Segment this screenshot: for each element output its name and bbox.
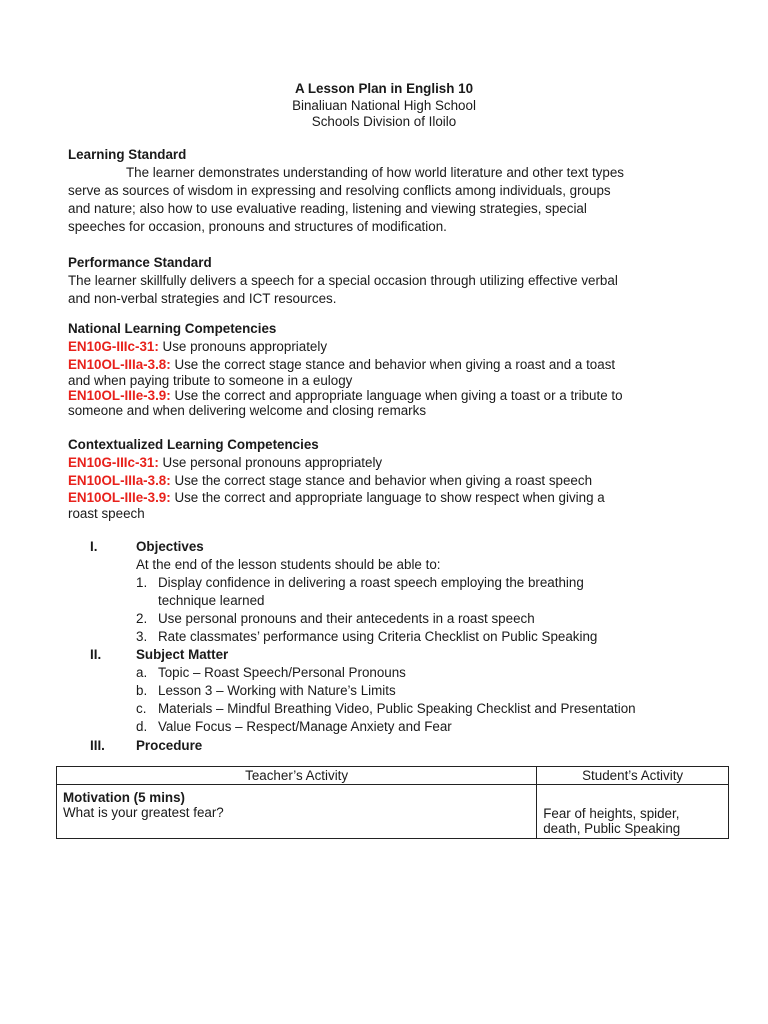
competency-text: Use the correct and appropriate language when giving a toast or a tribute to bbox=[174, 388, 623, 403]
performance-standard-line: The learner skillfully delivers a speech for a special occasion through utilizing effective verbal bbox=[68, 273, 618, 288]
competency-code: EN10OL-IIIe-3.9: bbox=[68, 490, 171, 505]
competency-code: EN10OL-IIIa-3.8: bbox=[68, 357, 171, 372]
competency-code: EN10OL-IIIa-3.8: bbox=[68, 473, 171, 488]
competency-item bbox=[68, 473, 592, 488]
procedure-heading: Procedure bbox=[136, 738, 203, 753]
subject-matter-numeral: II. bbox=[90, 647, 102, 662]
school-name: Binaliuan National High School bbox=[292, 98, 476, 113]
contextualized-competencies-heading: Contextualized Learning Competencies bbox=[68, 437, 319, 452]
teacher-cell bbox=[57, 785, 537, 839]
page-title: A Lesson Plan in English 10 bbox=[294, 81, 474, 96]
objective-marker: 1. bbox=[136, 575, 148, 590]
subject-marker: b. bbox=[136, 683, 148, 698]
student-cell bbox=[537, 785, 729, 839]
student-answer-line: Fear of heights, spider, bbox=[543, 806, 680, 821]
subject-marker: a. bbox=[136, 665, 148, 680]
competency-text: Use pronouns appropriately bbox=[162, 339, 328, 354]
competency-text: Use the correct stage stance and behavior when giving a roast and a toast bbox=[174, 357, 616, 372]
objective-text: Use personal pronouns and their antecedents in a roast speech bbox=[158, 611, 535, 626]
competency-item bbox=[68, 455, 382, 470]
teacher-activity-header: Teacher’s Activity bbox=[57, 767, 537, 785]
subject-item: Materials – Mindful Breathing Video, Public Speaking Checklist and Presentation bbox=[158, 701, 636, 716]
subject-marker: c. bbox=[136, 701, 147, 716]
learning-standard-line: speeches for occasion, pronouns and structures of modification. bbox=[68, 219, 447, 234]
objective-marker: 3. bbox=[136, 629, 148, 644]
procedure-table bbox=[56, 766, 729, 839]
competency-text: Use personal pronouns appropriately bbox=[162, 455, 383, 470]
teacher-prompt: What is your greatest fear? bbox=[63, 805, 224, 820]
competency-item bbox=[68, 357, 615, 372]
competency-text: Use the correct stage stance and behavior when giving a roast speech bbox=[174, 473, 593, 488]
subject-matter-heading: Subject Matter bbox=[136, 647, 229, 662]
objective-marker: 2. bbox=[136, 611, 148, 626]
competency-code: EN10G-IIIc-31: bbox=[68, 339, 159, 354]
division-name: Schools Division of Iloilo bbox=[311, 114, 457, 129]
student-answer-line: death, Public Speaking bbox=[543, 821, 681, 836]
objective-text-cont: technique learned bbox=[158, 593, 265, 608]
competency-item bbox=[68, 339, 327, 354]
competency-item bbox=[68, 388, 623, 403]
objective-text: Display confidence in delivering a roast speech employing the breathing bbox=[158, 575, 584, 590]
procedure-numeral: III. bbox=[90, 738, 105, 753]
objective-text: Rate classmates’ performance using Criteria Checklist on Public Speaking bbox=[158, 629, 598, 644]
motivation-title: Motivation (5 mins) bbox=[63, 790, 186, 805]
student-activity-header: Student’s Activity bbox=[537, 767, 729, 785]
objectives-heading: Objectives bbox=[136, 539, 204, 554]
learning-standard-line: The learner demonstrates understanding of how world literature and other text types bbox=[126, 165, 624, 180]
table-header-row bbox=[57, 767, 729, 785]
objectives-numeral: I. bbox=[90, 539, 98, 554]
competency-code: EN10G-IIIc-31: bbox=[68, 455, 159, 470]
learning-standard-line: and nature; also how to use evaluative reading, listening and viewing strategies, special bbox=[68, 201, 587, 216]
performance-standard-line: and non-verbal strategies and ICT resources. bbox=[68, 291, 337, 306]
competency-code: EN10OL-IIIe-3.9: bbox=[68, 388, 171, 403]
subject-item: Value Focus – Respect/Manage Anxiety and Fear bbox=[158, 719, 452, 734]
competency-item bbox=[68, 490, 605, 505]
competency-text-cont: roast speech bbox=[68, 506, 145, 521]
learning-standard-heading: Learning Standard bbox=[68, 147, 187, 162]
subject-item: Lesson 3 – Working with Nature’s Limits bbox=[158, 683, 396, 698]
subject-marker: d. bbox=[136, 719, 148, 734]
competency-text-cont: someone and when delivering welcome and closing remarks bbox=[68, 403, 427, 418]
learning-standard-line: serve as sources of wisdom in expressing and resolving conflicts among individuals, groups bbox=[68, 183, 611, 198]
performance-standard-heading: Performance Standard bbox=[68, 255, 212, 270]
subject-item: Topic – Roast Speech/Personal Pronouns bbox=[158, 665, 406, 680]
objectives-intro: At the end of the lesson students should be able to: bbox=[136, 557, 441, 572]
table-row bbox=[57, 785, 729, 839]
national-competencies-heading: National Learning Competencies bbox=[68, 321, 277, 336]
competency-text-cont: and when paying tribute to someone in a eulogy bbox=[68, 373, 353, 388]
competency-text: Use the correct and appropriate language to show respect when giving a bbox=[174, 490, 605, 505]
